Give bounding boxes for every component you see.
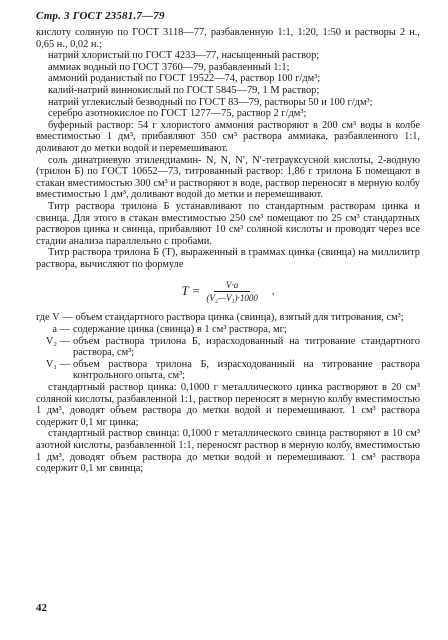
legend-text: объем раствора трилона Б, израсходованный на титрование стандартного раствора, см³; bbox=[73, 335, 420, 359]
paragraph: соль динатриевую этилендиамин- N, N, N′, N′-тетрауксусной кислоты, 2-водную (трилон Б) по ГОСТ 10652—73, титрованный раствор: 1,86 г трилона Б помещают в стакан вместимостью 300 см³ и растворяют в воде, раствор переносят в мерную колбу вместимостью 1 дм³, доливают водой до метки и перемешивают. bbox=[36, 154, 420, 201]
paragraph: калий-натрий виннокислый по ГОСТ 5845—79, 1 М раствор; bbox=[48, 84, 320, 96]
paragraph: Титр раствора трилона Б устанавливают по стандартным растворам цинка и свинца. Для этого в стакан вместимостью 250 см³ помещают по 25 см³ стандартных растворов цинка и свинца, прибавляют 10 см³ соляной кислоты и проводят через все стадии анализа параллельно с пробами. bbox=[36, 200, 420, 247]
legend-text: объем стандартного раствора цинка (свинца), взятый для титрования, см³; bbox=[75, 312, 404, 324]
formula-denominator: (V₂—V₁)·1000 bbox=[206, 292, 258, 303]
formula bbox=[36, 276, 420, 306]
page-header: Стр. 3 ГОСТ 23581.7—79 bbox=[36, 10, 165, 22]
paragraph: аммоний роданистый по ГОСТ 19522—74, раствор 100 г/дм³; bbox=[48, 73, 321, 85]
paragraph: стандартный раствор свинца: 0,1000 г металлического свинца растворяют в 10 см³ азотной кислоты, разбавленной 1:1, переносят раствор в мерную колбу, вместимостью 1 дм³, доводят объем раствора до метки водой и перемешивают. 1 см³ раствора содержит 0,1 мг свинца; bbox=[36, 428, 420, 475]
legend-symbol: V₁ — bbox=[45, 358, 70, 370]
paragraph: Титр раствора трилона Б (T), выраженный в граммах цинка (свинца) на миллилитр раствора, вычисляют по формуле bbox=[36, 247, 420, 270]
legend-item bbox=[36, 359, 420, 382]
page-number: 42 bbox=[36, 602, 47, 614]
paragraph: стандартный раствор цинка: 0,1000 г металлического цинка растворяют в 20 см³ соляной кислоты, разбавленной 1:1, раствор переносят в мерную колбу вместимостью 1 дм³, доводят объем раствора до метки водой и перемешивают. 1 см³ раствора содержит 0,1 мг цинка; bbox=[36, 382, 420, 428]
legend-symbol: где V — bbox=[36, 312, 73, 324]
legend-text: содержание цинка (свинца) в 1 см³ раствора, мг; bbox=[73, 324, 287, 336]
paragraph: серебро азотнокислое по ГОСТ 1277—75, раствор 2 г/дм³; bbox=[48, 108, 307, 120]
paragraph: аммиак водный по ГОСТ 3760—79, разбавленный 1:1; bbox=[48, 61, 290, 73]
legend-symbol: V₂ — bbox=[45, 335, 70, 347]
formula-fraction bbox=[206, 280, 258, 303]
paragraph: кислоту соляную по ГОСТ 3118—77, разбавленную 1:1, 1:20, 1:50 и растворы 2 н., 0,65 н., 0,02 н.; bbox=[36, 27, 420, 50]
paragraph: натрий углекислый безводный по ГОСТ 83—79, растворы 50 и 100 г/дм³; bbox=[48, 96, 373, 108]
formula-trail: , bbox=[271, 285, 275, 298]
legend-item bbox=[36, 324, 420, 336]
legend-item bbox=[36, 336, 420, 359]
legend-item bbox=[36, 312, 420, 324]
formula-lhs: T = bbox=[181, 283, 201, 299]
paragraph: буферный раствор: 54 г хлористого аммония растворяют в 200 см³ воды в колбе вместимостью 1 дм³, прибавляют 350 см³ раствора аммиака, разбавленного 1:1, доливают до метки водой и перемешивают. bbox=[36, 119, 420, 154]
formula-numerator: V·a bbox=[214, 280, 250, 292]
legend-symbol: a — bbox=[52, 324, 70, 336]
paragraph: натрий хлористый по ГОСТ 4233—77, насыщенный раствор; bbox=[48, 50, 320, 62]
legend-text: объем раствора трилона Б, израсходованный на титрование раствора контрольного опыта, см³; bbox=[73, 358, 420, 382]
